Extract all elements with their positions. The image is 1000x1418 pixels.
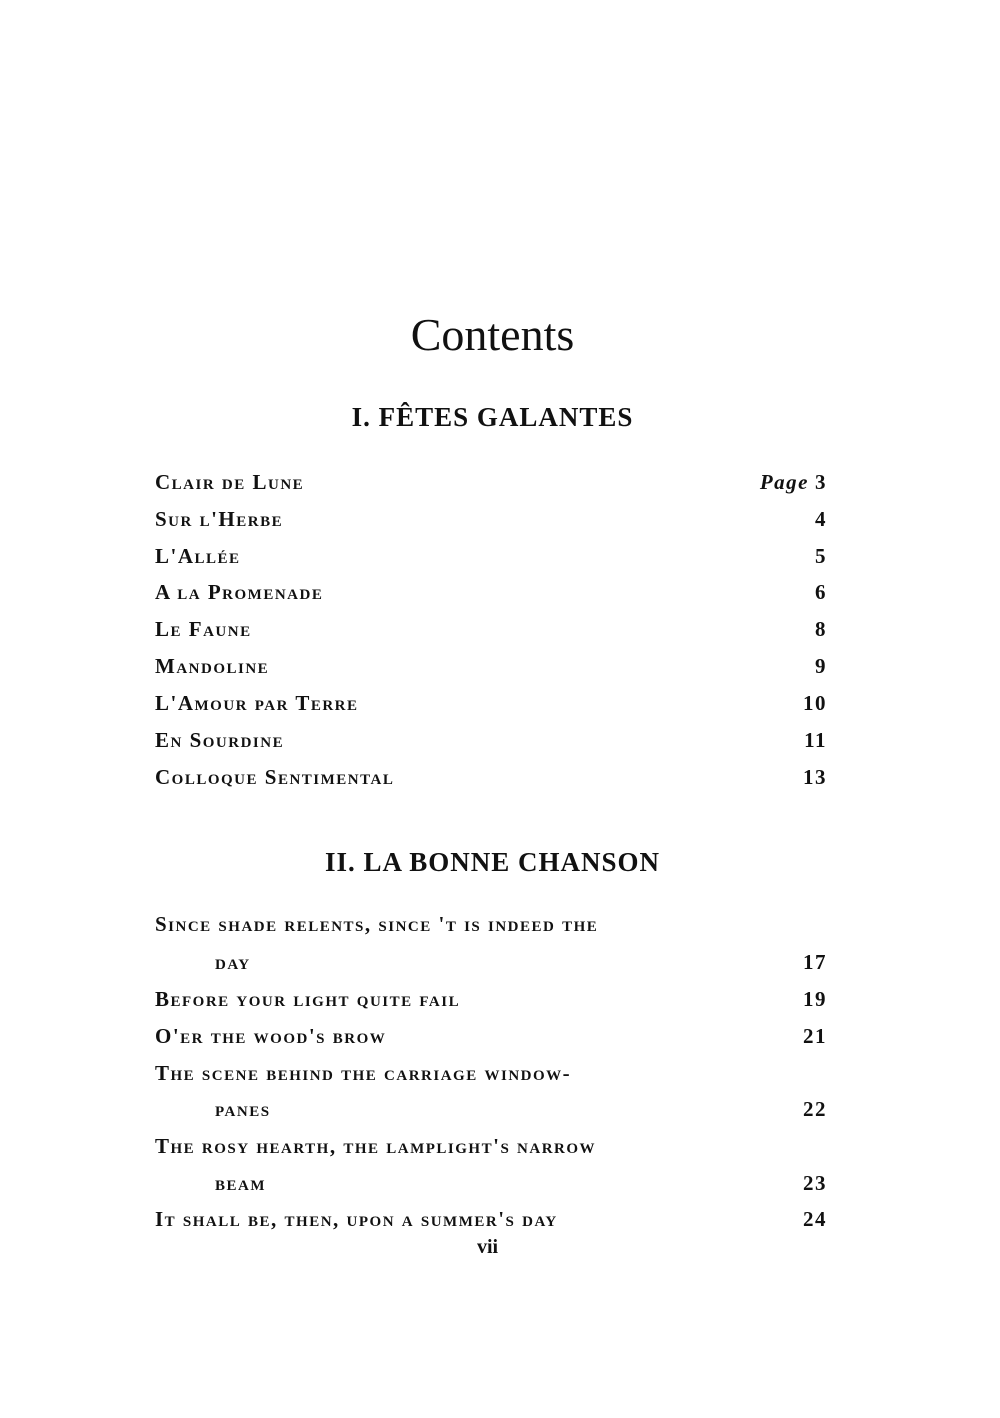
toc-entry <box>155 728 827 753</box>
entry-title: The rosy hearth, the lamplight's narrow <box>155 1134 597 1158</box>
page-number: 4 <box>815 507 827 531</box>
toc-entry <box>155 544 827 569</box>
entry-title: Sur l'Herbe <box>155 507 284 531</box>
toc-entry <box>155 580 827 605</box>
toc-entry-continued <box>155 950 827 975</box>
entry-title: L'Allée <box>155 544 241 568</box>
page-number: 17 <box>803 950 827 974</box>
entry-title: Colloque Sentimental <box>155 765 395 789</box>
page-number: 22 <box>803 1097 827 1121</box>
toc-entry-continued <box>155 1171 827 1196</box>
toc-entry <box>155 1207 827 1232</box>
entry-title-cont: panes <box>215 1097 271 1121</box>
entry-title: It shall be, then, upon a summer's day <box>155 1207 558 1231</box>
page-number: 6 <box>815 580 827 604</box>
entry-title: O'er the wood's brow <box>155 1024 387 1048</box>
page-number: 24 <box>803 1207 827 1231</box>
page-folio: vii <box>476 1236 499 1258</box>
entry-title: The scene behind the carriage window- <box>155 1061 572 1085</box>
page-number: 21 <box>803 1024 827 1048</box>
section-heading: I. FÊTES GALANTES <box>351 402 634 432</box>
toc-entry <box>155 765 827 790</box>
entry-title: L'Amour par Terre <box>155 691 359 715</box>
entry-title: Clair de Lune <box>155 470 305 494</box>
page-number: 19 <box>803 987 827 1011</box>
toc-entry <box>155 654 827 679</box>
entry-title: Le Faune <box>155 617 252 641</box>
entry-title: Before your light quite fail <box>155 987 461 1011</box>
entry-title: Mandoline <box>155 654 270 678</box>
toc-entry <box>155 1024 827 1049</box>
page-number: 3 <box>815 470 827 494</box>
entry-title: Since shade relents, since 't is indeed the <box>155 912 599 936</box>
section-heading: II. LA BONNE CHANSON <box>324 847 661 877</box>
page-number: 13 <box>803 765 827 789</box>
page-number: 9 <box>815 654 827 678</box>
page-number: 23 <box>803 1171 827 1195</box>
page-number: 10 <box>803 691 827 715</box>
toc-entry <box>155 1061 827 1086</box>
page-title: Contents <box>410 309 575 360</box>
entry-title: En Sourdine <box>155 728 285 752</box>
page-number: 5 <box>815 544 827 568</box>
toc-entry-continued <box>155 1097 827 1122</box>
page-number: 11 <box>804 728 827 752</box>
entry-title-cont: day <box>215 950 251 974</box>
toc-entry <box>155 617 827 642</box>
page-number: 8 <box>815 617 827 641</box>
toc-entry <box>155 470 827 495</box>
page-label: Page <box>759 470 809 494</box>
toc-entry <box>155 987 827 1012</box>
entry-title-cont: beam <box>215 1171 266 1195</box>
entry-page <box>760 470 827 495</box>
toc-entry <box>155 691 827 716</box>
toc-entry <box>155 1134 827 1159</box>
toc-entry <box>155 912 827 937</box>
toc-entry <box>155 507 827 532</box>
entry-title: A la Promenade <box>155 580 324 604</box>
